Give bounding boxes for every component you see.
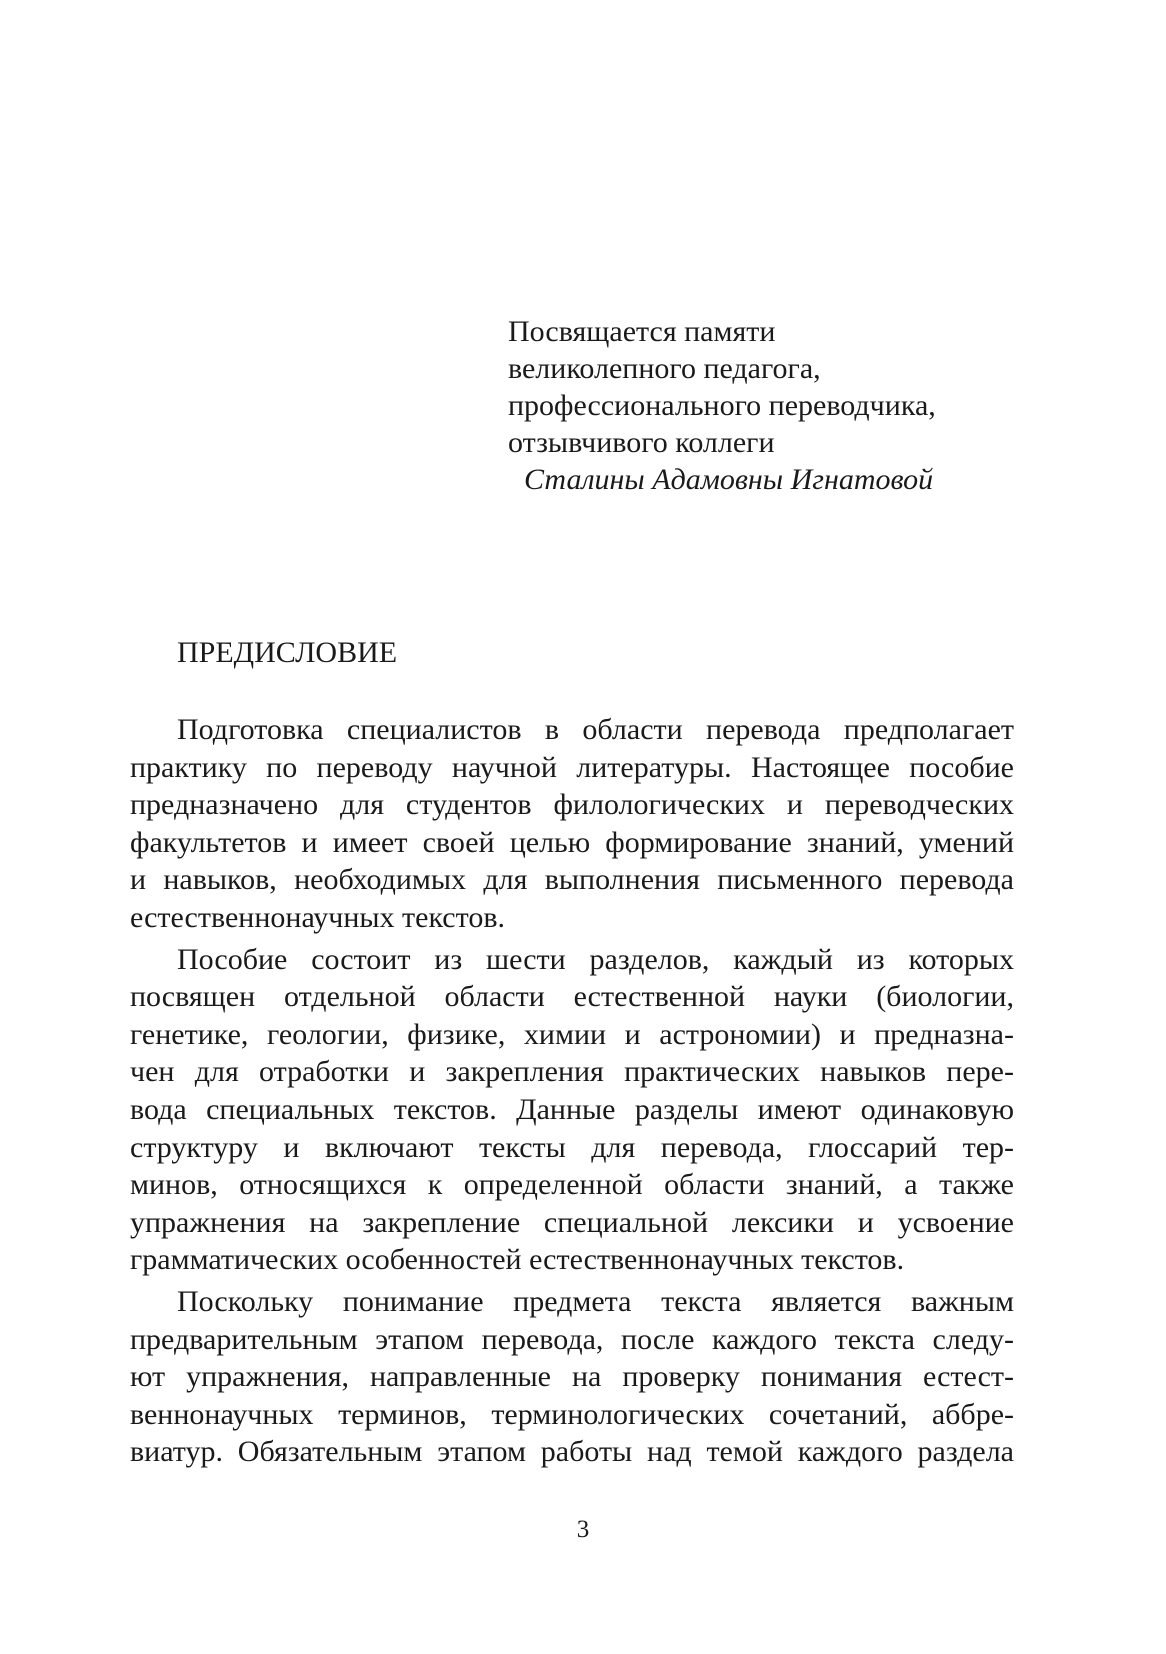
text-line: чен для отработки и закрепления практических навыков пере-: [130, 1055, 1014, 1089]
text-line: веннонаучных терминов, терминологических сочетаний, аббре-: [130, 1397, 1014, 1431]
text-line: естественнонаучных текстов.: [130, 900, 505, 934]
paragraph: [130, 711, 1014, 937]
paragraph: [130, 941, 1014, 1279]
dedication: [508, 313, 936, 498]
section-title: ПРЕДИСЛОВИЕ: [177, 636, 398, 669]
text-line: виатур. Обязательным этапом работы над темой каждого раздела: [130, 1435, 1014, 1469]
text-line: предназначено для студентов филологических и переводческих: [130, 788, 1014, 822]
text-line: факультетов и имеет своей целью формирование знаний, умений: [130, 825, 1014, 859]
text-line: предварительным этапом перевода, после каждого текста следу-: [130, 1322, 1014, 1356]
text-line: ют упражнения, направленные на проверку понимания естест-: [130, 1360, 1014, 1394]
body-text: [130, 711, 1014, 1475]
text-line: упражнения на закрепление специальной лексики и усвоение: [130, 1205, 1014, 1239]
paragraph: [130, 1283, 1014, 1471]
text-line: структуру и включают тексты для перевода, глоссарий тер-: [130, 1130, 1014, 1164]
text-line: Поскольку понимание предмета текста является важным: [177, 1284, 1014, 1318]
dedication-honoree: Сталины Адамовны Игнатовой: [524, 463, 934, 496]
text-line: Пособие состоит из шести разделов, каждый из которых: [177, 942, 1014, 976]
text-line: вода специальных текстов. Данные разделы имеют одинаковую: [130, 1092, 1014, 1126]
dedication-line: профессионального переводчика,: [508, 389, 936, 422]
text-line: генетике, геологии, физике, химии и астрономии) и предназна-: [130, 1017, 1014, 1051]
dedication-line: отзывчивого коллеги: [508, 426, 775, 459]
dedication-line: великолепного педагога,: [508, 352, 821, 385]
page-number: 3: [576, 1516, 590, 1543]
text-line: Подготовка специалистов в области перевода предполагает: [177, 713, 1014, 746]
text-line: грамматических особенностей естественнонаучных текстов.: [130, 1243, 905, 1277]
dedication-line: Посвящается памяти: [508, 315, 776, 348]
text-line: и навыков, необходимых для выполнения письменного перевода: [130, 863, 1014, 897]
text-line: минов, относящихся к определенной области знаний, а также: [130, 1168, 1014, 1202]
text-line: посвящен отдельной области естественной науки (биологии,: [130, 980, 1014, 1014]
text-line: практику по переводу научной литературы. Настоящее пособие: [130, 750, 1014, 784]
